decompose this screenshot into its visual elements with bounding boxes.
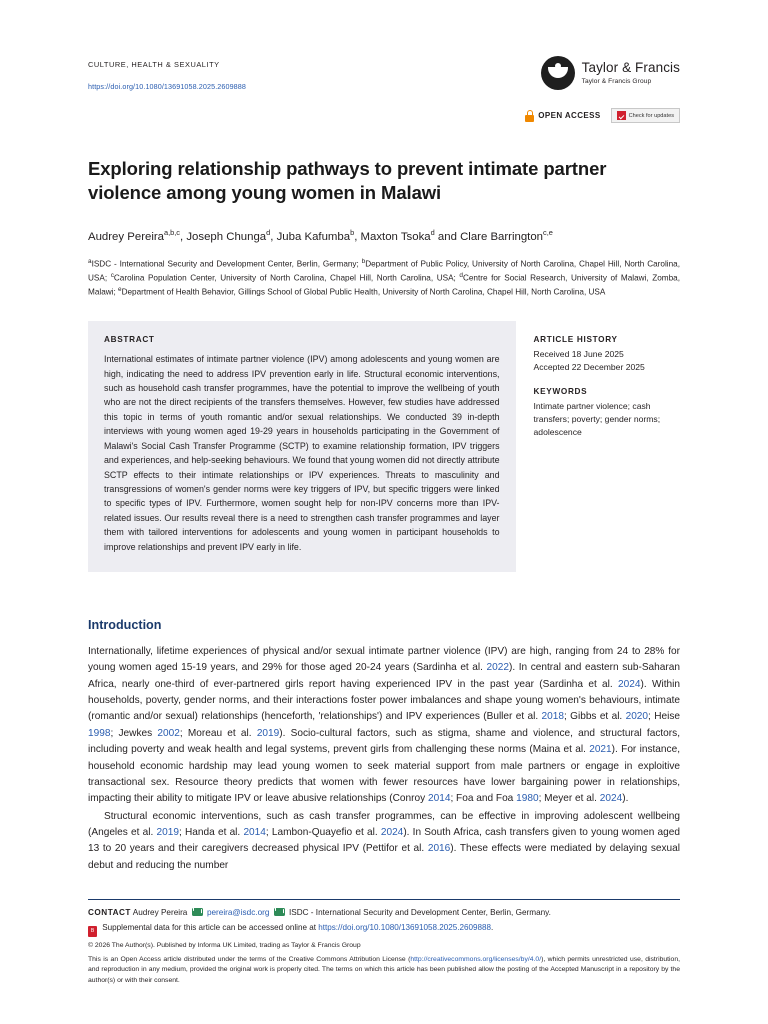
publisher-name: Taylor & Francis (581, 59, 680, 75)
contact-label: CONTACT (88, 907, 131, 917)
body-paragraph: Internationally, lifetime experiences of physical and/or sexual intimate partner violence (IPV) are high, ranging from 24 to 28% for young women aged 15-19 years, and 29% for those aged 20-24 years (Sardinha et al. 2022). In central and eastern sub-Saharan Africa, nearly one-third of ever-partnered girls report having experienced IPV in the past year (Sardinha et al. 2024). Within households, poverty, gender norms, and their interactions foster power imbalances and shape young women's behaviours, intimate (romantic and/or sexual) relationships (henceforth, 'relationships') and IPV experiences (Buller et al. 2018; Gibbs et al. 2020; Heise 1998; Jewkes 2002; Moreau et al. 2019). Socio-cultural factors, such as stigma, shame and violence, and structural factors, including poverty and weak health and legal systems, prevent girls from challenging these norms (Maina et al. 2021). For instance, household economic hardship may lead young women to seek material support from male partners or engage in exploitive transactional sex. Resource theory predicts that women with fewer resources have lower bargaining power in relationships, impacting their ability to mitigate IPV or leave abusive relationships (Conroy 2014; Foa and Foa 1980; Meyer et al. 2024). (88, 646, 681, 805)
crossmark-label: Check for updates (628, 112, 674, 119)
abstract-row (88, 321, 680, 572)
badge-row (88, 108, 680, 123)
pdf-icon: B (88, 926, 97, 937)
crossmark-badge[interactable] (611, 108, 680, 123)
meta-spacer (534, 374, 680, 387)
article-accepted-date: Accepted 22 December 2025 (533, 362, 645, 373)
body-paragraph: Structural economic interventions, such as cash transfer programmes, can be effective in improving adolescent wellbeing (Angeles et al. 2019; Handa et al. 2014; Lambon-Quayefio et al. 2024). In South Africa, cash transfers given to young women aged 13 to 20 years and their caregivers decreased physical IPV (Pettifor et al. 2016). These effects were mediated by delaying sexual debut and reducing the number (88, 810, 680, 871)
journal-title: CULTURE, HEALTH & SEXUALITY (88, 60, 220, 69)
building-icon (274, 908, 285, 916)
abstract-heading: ABSTRACT (104, 335, 155, 345)
abstract-text: International estimates of intimate partner violence (IPV) among adolescents and young women are high, indicating the need to address IPV prevention early in life. Structural economic interventions, such as household cash transfer programmes, have the potential to improve the wellbeing of youth who are not the direct recipients of the transfers themselves. However, few studies have addressed this topic in terms of youth romantic and/or sexual relationships. We conducted 39 in-depth interviews with young women aged 19-29 years in households participating in the Government of Malawi's Social Cash Transfer Programme (SCTP) to examine relationship formation, IPV triggers and experiences, and help-seeking behaviours. We found that young women did not directly attribute SCTP effects to their intimate relationships or IPV experiences. Threats to masculinity and transgressions of women's gender norms were key triggers of IPV, but specific triggers were linked to specific types of IPV. Furthermore, women sought help for non-IPV concerns more than IPV-related issues. Our results reveal there is a need to strengthen cash transfer programmes and layer them with tailored interventions for adolescents and young women in participant households to improve relationships and prevent IPV early in life. (104, 354, 500, 552)
article-meta-column (534, 321, 680, 438)
contact-name: Audrey Pereira (132, 907, 188, 917)
open-access-label: OPEN ACCESS (538, 111, 601, 120)
supplemental-link[interactable]: https://doi.org/10.1080/13691058.2025.2609888 (318, 922, 492, 932)
publisher-group: Taylor & Francis Group (581, 78, 652, 86)
doi-link[interactable]: https://doi.org/10.1080/13691058.2025.2609888 (88, 82, 246, 91)
envelope-icon (192, 908, 203, 916)
author-list: Audrey Pereira$^{a,b,c}$, Joseph Chunga$^d$, Juba Kafumba$^b$, Maxton Tsoka$^d$ and Clare Barrington$^{c,e}$ (88, 227, 553, 243)
contact-affiliation: ISDC - International Security and Development Center, Berlin, Germany. (288, 907, 551, 917)
contact-line (88, 907, 680, 919)
contact-email[interactable]: pereira@isdc.org (206, 907, 270, 917)
page-title: Exploring relationship pathways to prevent intimate partner violence among young women in Malawi (88, 158, 607, 204)
open-access-badge (525, 110, 600, 122)
article-history-heading: ARTICLE HISTORY (533, 335, 618, 345)
article-received-date: Received 18 June 2025 (533, 349, 624, 360)
section-heading-introduction: Introduction (88, 618, 162, 633)
crossmark-icon (617, 111, 626, 120)
keywords-heading: KEYWORDS (533, 386, 588, 396)
footer-divider (88, 899, 680, 900)
keywords-text: Intimate partner violence; cash transfers; poverty; gender norms; adolescence (533, 400, 661, 437)
masthead (88, 0, 680, 94)
supplemental-suffix: . (491, 922, 494, 932)
page-footer (88, 899, 680, 986)
open-lock-icon (525, 110, 534, 122)
affiliation-list: $^a$ISDC - International Security and Development Center, Berlin, Germany; $^b$Department of Public Policy, University of North Carolina, Chapel Hill, North Carolina, USA; $^c$Carolina Population Center, University of North Carolina, Chapel Hill, North Carolina, USA; $^d$Centre for Social Research, University of Malawi, Zomba, Malawi; $^e$Department of Health Behavior, Gillings School of Global Public Health, University of North Carolina, Chapel Hill, North Carolina, USA (88, 258, 680, 297)
copyright-line: © 2026 The Author(s). Published by Informa UK Limited, trading as Taylor & Francis Group (88, 941, 361, 949)
taylor-francis-mark-icon (541, 56, 575, 90)
license-text: This is an Open Access article distributed under the terms of the Creative Commons Attribution License (http://creativecommons.org/licenses/by/4.0/), which permits unrestricted use, distribution, and reproduction in any medium, provided the original work is properly cited. The terms on which this article has been published allow the posting of the Accepted Manuscript in a repository by the author(s) or with their consent. (88, 956, 680, 984)
supplemental-text: Supplemental data for this article can be accessed online at (102, 922, 316, 932)
supplemental-line (88, 922, 680, 937)
taylor-francis-logo (541, 56, 680, 90)
abstract-box (88, 321, 516, 572)
journal-block (88, 56, 246, 94)
